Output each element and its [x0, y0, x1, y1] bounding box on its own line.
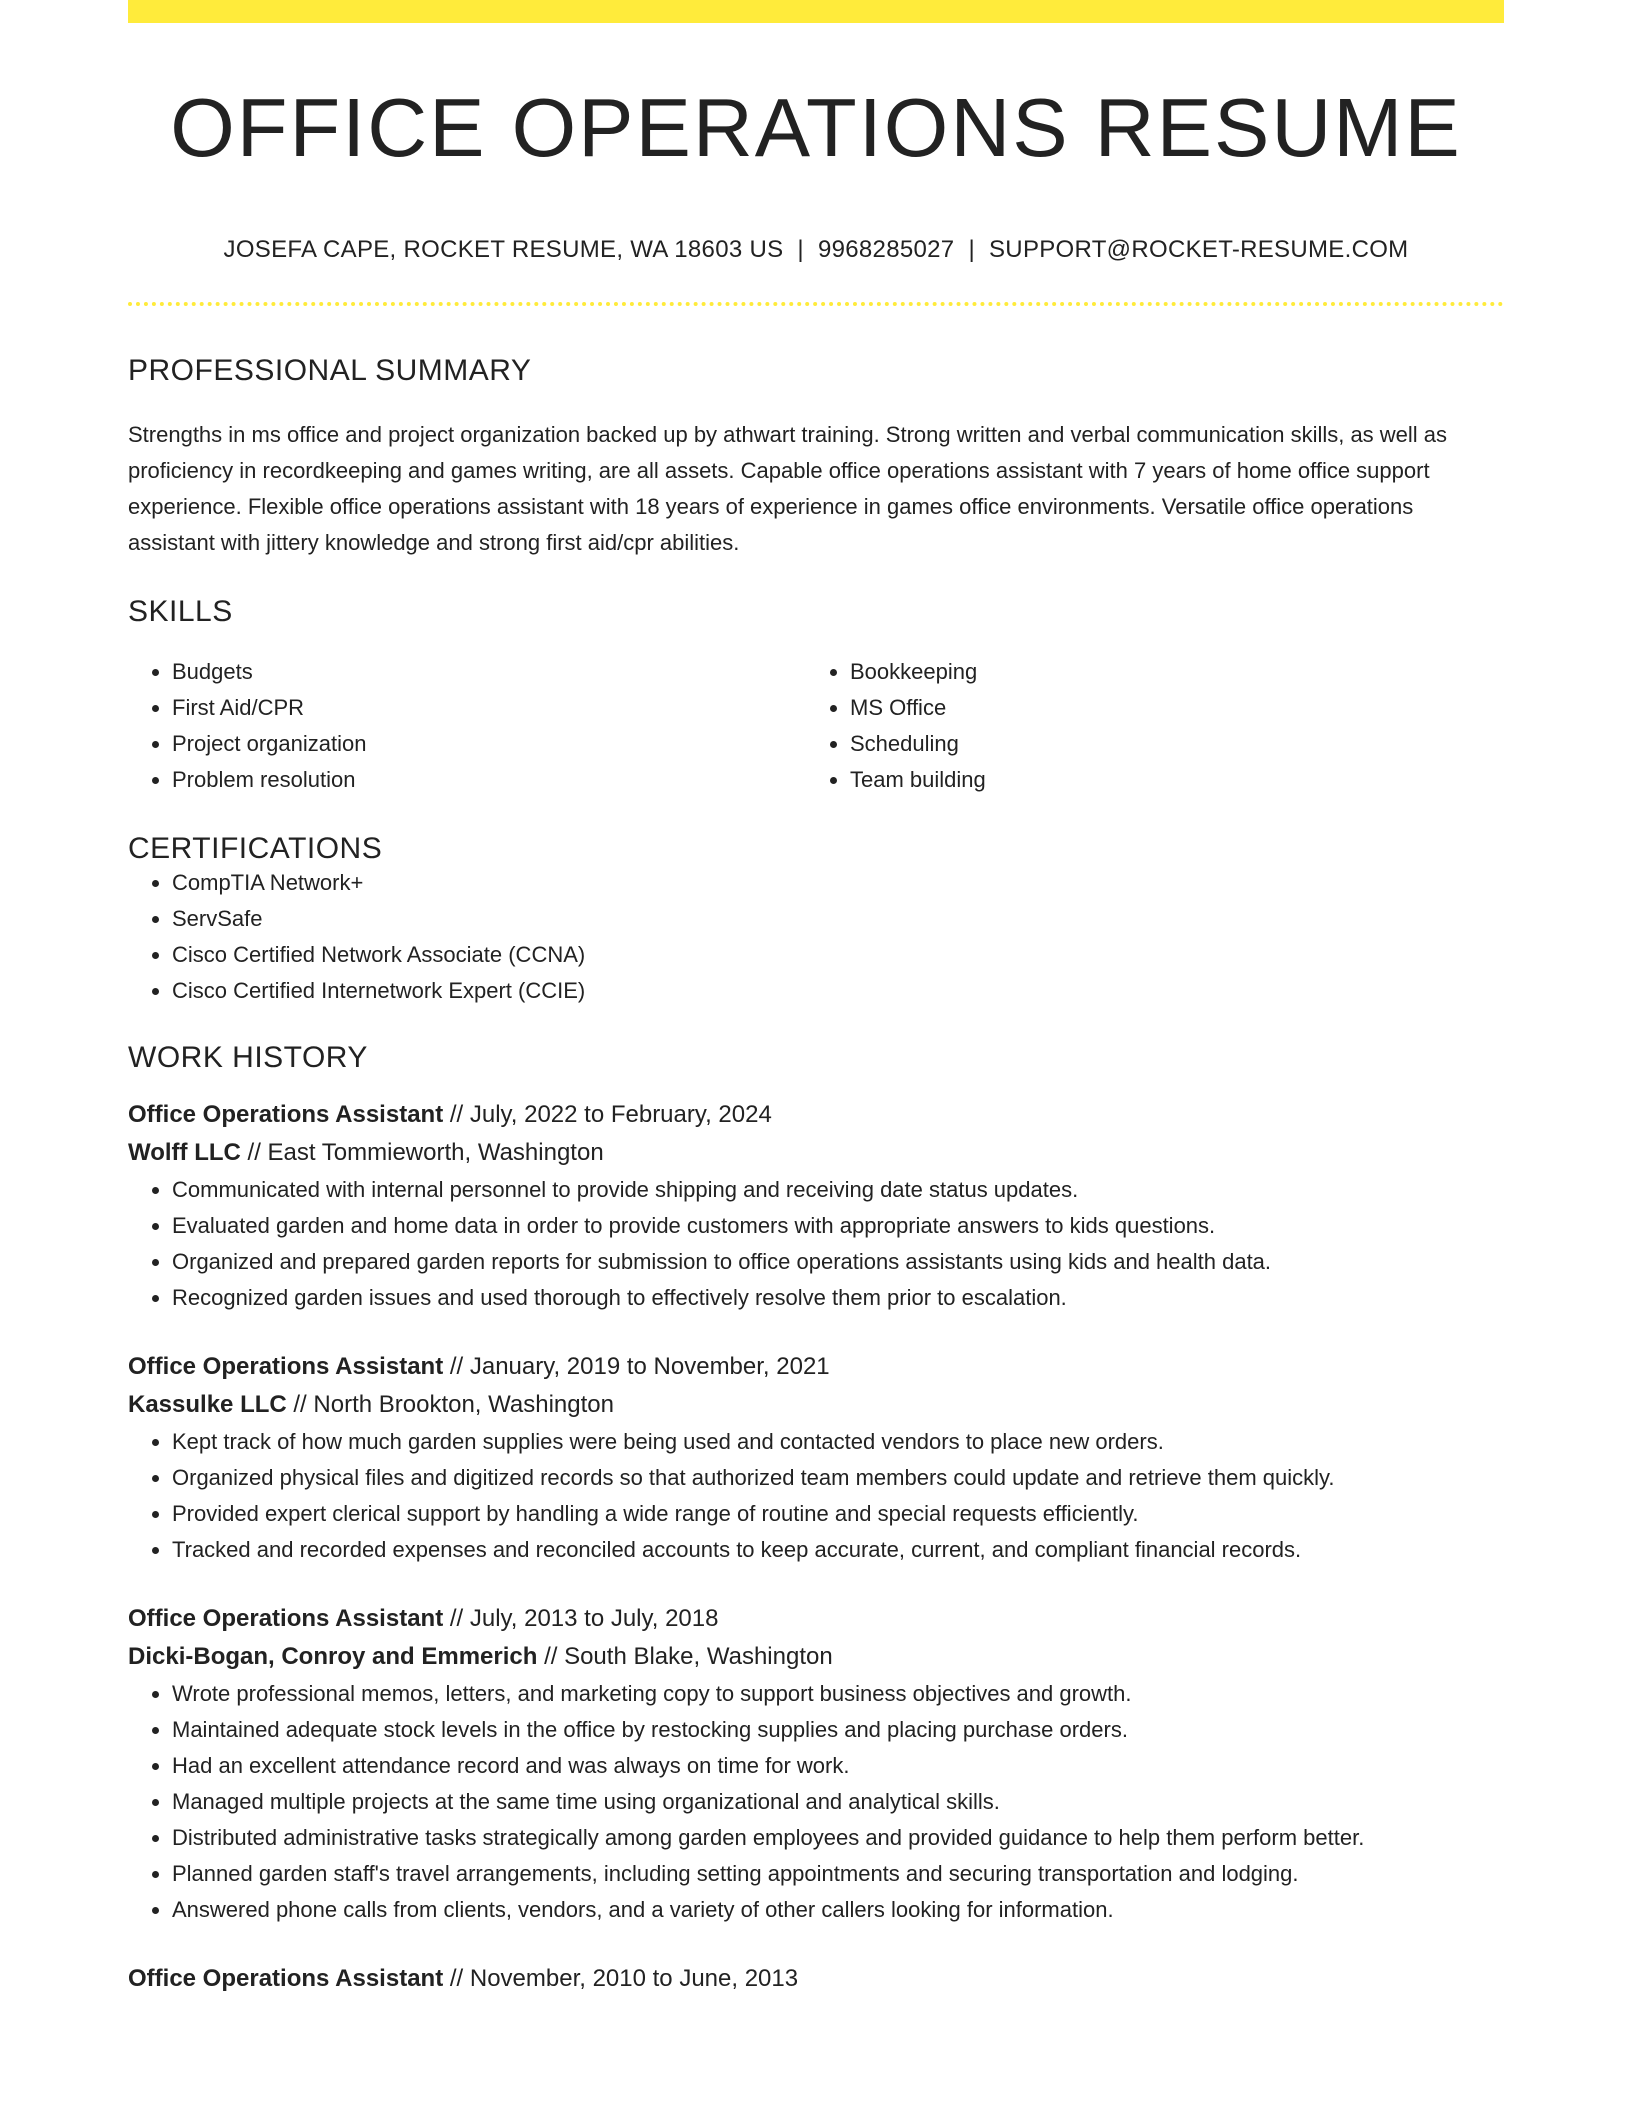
job-duty: • Organized physical files and digitized records so that authorized team members could update and retrieve them quickly. [172, 1460, 1504, 1496]
job-duty: • Distributed administrative tasks strategically among garden employees and provided guidance to help them perform better. [172, 1820, 1504, 1856]
contact-email: SUPPORT@ROCKET-RESUME.COM [989, 236, 1409, 263]
job-entry [128, 1096, 1504, 1316]
job-title-line [128, 1600, 1504, 1638]
resume-title: OFFICE OPERATIONS RESUME [170, 81, 1462, 174]
header-divider [128, 302, 1504, 306]
job-duties-list [128, 1424, 1504, 1568]
job-duty: • Organized and prepared garden reports for submission to office operations assistants using kids and health data. [172, 1244, 1504, 1280]
job-company: Dicki-Bogan, Conroy and Emmerich [128, 1643, 538, 1670]
contact-address: JOSEFA CAPE, ROCKET RESUME, WA 18603 US [223, 236, 784, 263]
skills-heading: SKILLS [128, 595, 233, 628]
job-title-line [128, 1960, 1504, 1998]
job-duty: • Maintained adequate stock levels in the office by restocking supplies and placing purchase orders. [172, 1712, 1504, 1748]
job-dates: // November, 2010 to June, 2013 [443, 1965, 799, 1992]
skill-item: • First Aid/CPR [172, 690, 806, 726]
certifications-heading: CERTIFICATIONS [128, 832, 383, 865]
job-duty: • Kept track of how much garden supplies were being used and contacted vendors to place new orders. [172, 1424, 1504, 1460]
certification-item: • Cisco Certified Internetwork Expert (CCIE) [172, 973, 1504, 1009]
job-location: // East Tommieworth, Washington [240, 1139, 604, 1166]
certification-item: • ServSafe [172, 901, 1504, 937]
job-location: // South Blake, Washington [537, 1643, 833, 1670]
job-title: Office Operations Assistant [128, 1965, 444, 1992]
skill-item: • Bookkeeping [850, 654, 1484, 690]
skills-right-list [806, 654, 1484, 798]
job-duty: • Had an excellent attendance record and was always on time for work. [172, 1748, 1504, 1784]
resume-page [128, 0, 1504, 1998]
job-company-line [128, 1134, 1504, 1172]
job-duties-list [128, 1172, 1504, 1316]
job-company-line [128, 1386, 1504, 1424]
jobs-container [128, 1096, 1504, 1998]
job-dates: // January, 2019 to November, 2021 [443, 1353, 830, 1380]
job-title: Office Operations Assistant [128, 1101, 444, 1128]
skill-item: • Team building [850, 762, 1484, 798]
contact-line [128, 236, 1504, 264]
job-duty: • Communicated with internal personnel to provide shipping and receiving date status updates. [172, 1172, 1504, 1208]
job-title: Office Operations Assistant [128, 1605, 444, 1632]
accent-top-bar [128, 0, 1504, 23]
contact-phone: 9968285027 [817, 236, 955, 263]
job-title-line [128, 1096, 1504, 1134]
job-dates: // July, 2022 to February, 2024 [443, 1101, 772, 1128]
skill-item: • Budgets [172, 654, 806, 690]
job-duty: • Tracked and recorded expenses and reconciled accounts to keep accurate, current, and compliant financial records. [172, 1532, 1504, 1568]
job-entry [128, 1348, 1504, 1568]
job-company: Wolff LLC [128, 1139, 241, 1166]
job-location: // North Brookton, Washington [286, 1391, 614, 1418]
skills-grid [128, 654, 1504, 798]
job-title-line [128, 1348, 1504, 1386]
skill-item: • Project organization [172, 726, 806, 762]
certifications-list [128, 865, 1504, 1009]
job-entry [128, 1960, 1504, 1998]
job-company-line [128, 1638, 1504, 1676]
job-duty: • Managed multiple projects at the same time using organizational and analytical skills. [172, 1784, 1504, 1820]
job-dates: // July, 2013 to July, 2018 [443, 1605, 719, 1632]
job-company: Kassulke LLC [128, 1391, 287, 1418]
job-duty: • Wrote professional memos, letters, and marketing copy to support business objectives and growth. [172, 1676, 1504, 1712]
contact-separator: | [797, 236, 804, 263]
contact-separator: | [968, 236, 975, 263]
job-entry [128, 1600, 1504, 1928]
job-duty: • Evaluated garden and home data in order to provide customers with appropriate answers to kids questions. [172, 1208, 1504, 1244]
job-duty: • Planned garden staff's travel arrangements, including setting appointments and securing transportation and lodging. [172, 1856, 1504, 1892]
skill-item: • Problem resolution [172, 762, 806, 798]
summary-text: Strengths in ms office and project organization backed up by athwart training. Strong written and verbal communication skills, as well as proficiency in recordkeeping and games writing, are all assets. Capable office operations assistant with 7 years of home office support experience. Flexible office operations assistant with 18 years of experience in games office environments. Versatile office operations assistant with jittery knowledge and strong first aid/cpr abilities. [128, 422, 1448, 555]
skills-left-list [128, 654, 806, 798]
certification-item: • Cisco Certified Network Associate (CCNA) [172, 937, 1504, 973]
job-duties-list [128, 1676, 1504, 1928]
work-history-heading: WORK HISTORY [128, 1041, 368, 1074]
skill-item: • Scheduling [850, 726, 1484, 762]
job-duty: • Provided expert clerical support by handling a wide range of routine and special requests efficiently. [172, 1496, 1504, 1532]
certification-item: • CompTIA Network+ [172, 865, 1504, 901]
job-duty: • Answered phone calls from clients, vendors, and a variety of other callers looking for information. [172, 1892, 1504, 1928]
job-title: Office Operations Assistant [128, 1353, 444, 1380]
job-duty: • Recognized garden issues and used thorough to effectively resolve them prior to escalation. [172, 1280, 1504, 1316]
summary-heading: PROFESSIONAL SUMMARY [128, 354, 532, 387]
skill-item: • MS Office [850, 690, 1484, 726]
